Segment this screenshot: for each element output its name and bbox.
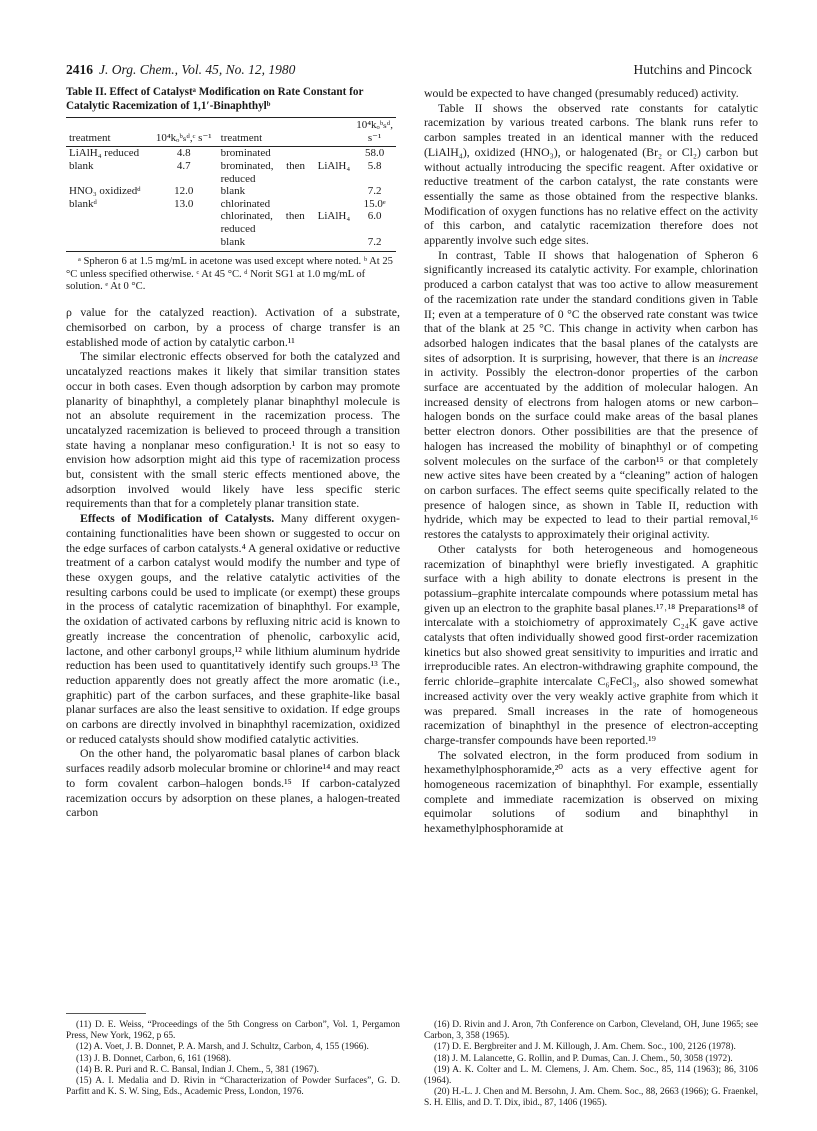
table-cell: 13.0 [174, 197, 194, 210]
footnote-divider [66, 1013, 146, 1014]
table-cell: 12.0 [174, 185, 194, 198]
paragraph-text: In contrast, Table II shows that halogenation of Spheron 6 significantly increased its catalytic activity. For example, chlorination produced a carbon catalyst that was too active to allow measurement of the racemization rate under the standard conditions given in Table II; even at a temperature of 0 °C the observed rate constant was twice that of the blank at 25 °C. This change in activity when carbon has adsorbed halogen indicates that the basal planes of the catalysts are sites of adsorption. It is surprising, however, that there is an [424, 247, 758, 365]
reference-note: (19) A. K. Colter and L. M. Clemens, J. Am. Chem. Soc., 85, 114 (1963); 86, 3106 (1964). [424, 1064, 758, 1087]
reference-note: (17) D. E. Bergbreiter and J. M. Killough, J. Am. Chem. Soc., 100, 2126 (1978). [434, 1042, 736, 1053]
reference-note: (12) A. Voet, J. B. Donnet, P. A. Marsh, and J. Schultz, Carbon, 4, 155 (1966). [76, 1042, 369, 1053]
table-cell: 15.0ᵉ [363, 197, 386, 210]
body-paragraph: On the other hand, the polyaromatic basal planes of carbon black surfaces readily adsorb molecular bromine or chlorine¹⁴ and may react to form covalent carbon–halogen bonds.¹⁵ If carbon-catalyzed racemization occurs by adsorption on these planes, a halogen-treated carbon [66, 746, 400, 820]
reference-note: (20) H.-L. J. Chen and M. Bersohn, J. Am. Chem. Soc., 88, 2663 (1966); G. Fraenkel, S. H. Ellis, and D. T. Dix, ibid., 87, 1406 (1965). [424, 1087, 758, 1109]
table-header-cell: 10⁴kₒᵇₛᵈ, s⁻¹ [353, 118, 396, 147]
running-head [66, 62, 752, 80]
table-cell [150, 236, 218, 252]
table-header-row [66, 118, 396, 147]
page-number: 2416 [66, 62, 93, 77]
footnotes-left [66, 1020, 400, 1098]
table-row [66, 147, 396, 160]
body-paragraph: Table II shows the observed rate constants for catalytic racemization by various treated carbons. The blank runs refer to carbon samples treated in an identical manner with the reduced (LiAlH₄), oxidized (HNO₃), or halogenated (Br₂ or Cl₂) carbon but without actually introducing the specific reagent. After oxidative or reductive treatment of the carbon catalyst, the rate constants were essentially the same as those obtained from the respective blanks. Modification of oxygen functions has no relative effect on the activity of this carbon, and catalytic racemization therefore does not apparently involve such edge sites. [424, 100, 758, 248]
paragraph-text: in activity. Possibly the electron-donor properties of the carbon surface are accentuated by the addition of molecular halogen. An increased density of electrons from halogen atoms or new carbon–halogen bonds on the surface could make areas of the basal planes better electron donors. Other possibilities are that the presence of halogen has increased the mobility of binaphthyl or of competing solvent molecules on the surface of the carbon¹⁵ or that completely new active sites have been created by a “cleaning” action of halogen on carbon surfaces. The effect seems quite specifically related to the presence of halogen since, as shown in Table II, reduction with hydride, which may be expected to lead to their partial removal,¹⁶ restores the catalysts to approximately their original activity. [424, 365, 758, 542]
table-cell [66, 236, 150, 252]
reference-note: (16) D. Rivin and J. Aron, 7th Conference on Carbon, Cleveland, OH, June 1965; see Carbon, 3, 358 (1965). [424, 1020, 758, 1042]
body-paragraph: Other catalysts for both heterogeneous and homogeneous racemization of binaphthyl were briefly investigated. A graphitic surface with a high ability to donate electrons is present in the potassium–graphite intercalate compounds where potassium metal has given up an electron to the graphite basal planes.¹⁷˒¹⁸ Preparations¹⁸ of intercalate with a stoichiometry of approximately C₂₄K gave active catalysts that often individually showed good first-order racemization kinetics but also showed great sensitivity to impurities and irratic and irreproducible rates. An electron-withdrawing graphite compound, the ferric chloride–graphite intercalate C₆FeCl₃, also showed somewhat increased activity over the very weakly active graphite from which it was prepared. Small increases in the rate of homogeneous racemization of binaphthyl in the presence of electron-accepting charge-transfer compounds have been reported.¹⁹ [424, 541, 758, 747]
paragraph-text: Many different oxygen-containing functionalities have been shown or suggested to occur on the edge surfaces of carbon catalysts.⁴ A general oxidative or reductive treatment of a carbon catalyst would modify the number and type of these oxygen goups, and the relative catalytic activities of the resulting carbons could be used to implicate (or exempt) these groups in the process of catalytic racemization of binaphthyl. For example, the oxidation of activated carbons by refluxing nitric acid is known to greatly increase the concentration of phenolic, carboxylic acid, lactone, and other carbonyl groups,¹² while lithium aluminum hydride reduction has been used to quantitatively identify such groups.¹³ The reduction apparently does not greatly affect the more aromatic (i.e., graphitic) part of the carbon surfaces, and these graphite-like basal planar surfaces are also the least sensitive to oxidation. If edge groups on carbons are directly involved in binaphthyl racemization, oxidized or reduced catalysts should show modified catalytic activities. [66, 511, 400, 746]
table-cell [150, 210, 218, 235]
table-header-cell: treatment [218, 118, 354, 147]
table-footnote: ᵃ Spheron 6 at 1.5 mg/mL in acetone was used except where noted. ᵇ At 25 °C unless specified otherwise. ᶜ At 45 °C. ᵈ Norit SG1 at 1.0 mg/mL of solution. ᵉ At 0 °C. [66, 256, 393, 292]
section-heading: Effects of Modification of Catalysts. [80, 511, 275, 526]
table-cell: brominated, then LiAlH₄ reduced [220, 159, 351, 185]
table-caption: Table II. Effect of Catalystᵃ Modification on Rate Constant for Catalytic Racemization of 1,1′-Binaphthylᵇ [66, 86, 364, 112]
table-cell: HNO₃ oxidizedᵈ [69, 185, 141, 198]
reference-note: (15) A. I. Medalia and D. Rivin in “Characterization of Powder Surfaces”, G. D. Parfitt and K. S. W. Sing, Eds., Academic Press, London, 1976. [66, 1076, 400, 1098]
body-paragraph: The solvated electron, in the form produced from sodium in hexamethylphosphoramide,²⁰ acts as a very effective agent for homogeneous racemization of binaphthyl. For example, essentially complete and immediate racemization is observed on mixing equimolar solutions of sodium and binaphthyl in hexamethylphosphoramide at [424, 747, 758, 836]
table-row [66, 236, 396, 252]
table-cell: 7.2 [367, 185, 382, 198]
body-paragraph: The similar electronic effects observed for both the catalyzed and uncatalyzed reactions makes it likely that similar transition states occur in both cases. Even though adsorption by carbon may promote planarity of binaphthyl, a completely planar binaphthyl molecule is not an absolute requirement in the racemization process. The uncatalyzed racemization is believed to proceed through a transition state having a nonplanar meso configuration.¹ It is not so easy to envision how adsorption might aid this type of racemization process but, consistent with the small steric effects mentioned above, the adsorption involved would likely have less specific steric requirements than that for a completely planar transition state. [66, 349, 400, 511]
reference-note: (13) J. B. Donnet, Carbon, 6, 161 (1968). [76, 1053, 231, 1064]
table-cell [66, 210, 150, 235]
footnotes-right [424, 1020, 758, 1110]
right-column [424, 86, 758, 836]
table-cell: brominated [220, 147, 271, 160]
journal-citation: J. Org. Chem., Vol. 45, No. 12, 1980 [99, 62, 296, 77]
left-column [66, 86, 400, 820]
running-head-left [66, 62, 295, 78]
rate-constant-table [66, 117, 396, 252]
table-row [66, 198, 396, 211]
table-cell: blank [69, 159, 94, 172]
reference-note: (11) D. E. Weiss, “Proceedings of the 5th Congress on Carbon”, Vol. 1, Pergamon Press, New York, 1962, p 65. [66, 1020, 400, 1042]
emphasis-text: increase [718, 350, 758, 365]
reference-note: (18) J. M. Lalancette, G. Rollin, and P. Dumas, Can. J. Chem., 50, 3058 (1972). [434, 1053, 733, 1064]
table-cell: 6.0 [367, 210, 382, 223]
body-paragraph: would be expected to have changed (presumably reduced) activity. [424, 86, 739, 100]
table-cell: blank [218, 236, 354, 252]
table-cell: chlorinated [220, 197, 271, 210]
table-cell: 58.0 [364, 147, 385, 160]
table-row [66, 210, 396, 235]
body-paragraph: ρ value for the catalyzed reaction). Activation of a substrate, chemisorbed on carbon, by a process of charge transfer is an established mode of action by catalytic carbon.¹¹ [66, 305, 400, 349]
body-paragraph [424, 248, 758, 542]
table-cell: 4.8 [176, 147, 191, 160]
table-cell: LiAlH₄ reduced [69, 147, 140, 160]
table-cell: 5.8 [367, 159, 382, 172]
table-row [66, 160, 396, 185]
table-header-cell: 10⁴kₒᵇₛᵈ,ᶜ s⁻¹ [150, 118, 218, 147]
table-cell: 7.2 [353, 236, 396, 252]
table-cell: chlorinated, then LiAlH₄ reduced [220, 210, 351, 235]
table-cell: 4.7 [176, 159, 191, 172]
table-cell: blankᵈ [69, 197, 97, 210]
reference-note: (14) B. R. Puri and R. C. Bansal, Indian J. Chem., 5, 381 (1967). [76, 1064, 319, 1075]
table-cell: blank [220, 185, 246, 198]
running-head-authors: Hutchins and Pincock [633, 62, 752, 77]
table-row [66, 185, 396, 198]
table-header-cell: treatment [66, 118, 150, 147]
body-paragraph [66, 511, 400, 746]
